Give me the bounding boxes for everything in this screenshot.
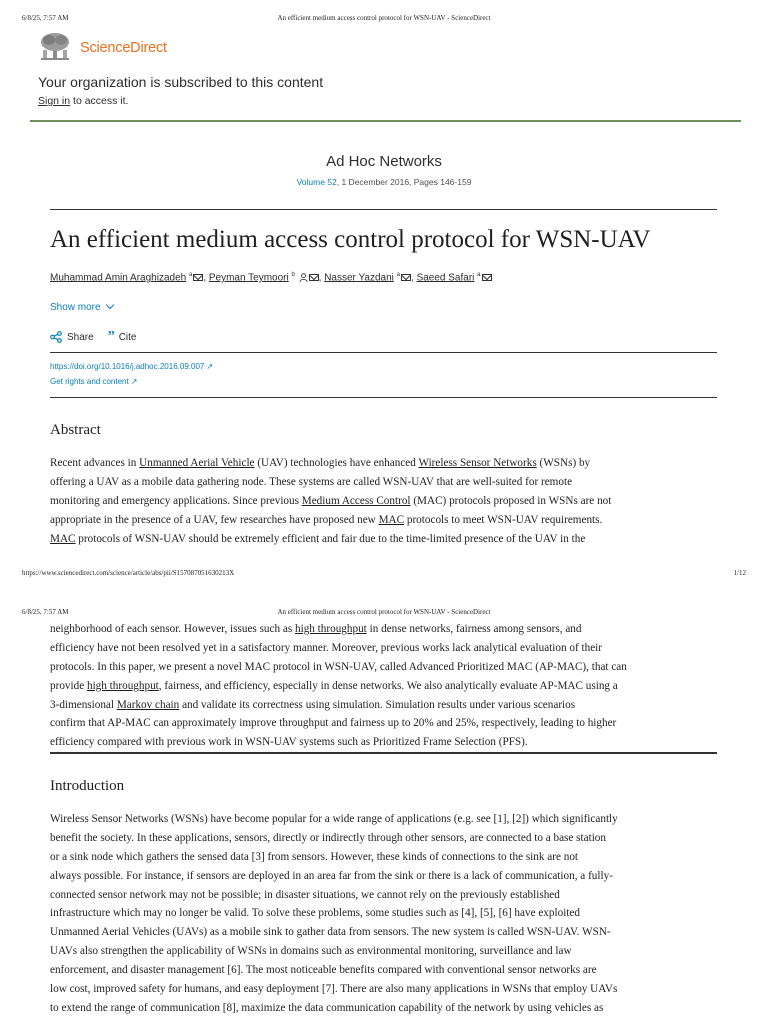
show-more-button[interactable]: [50, 302, 113, 313]
print-date: 6/8/25, 7:57 AM: [22, 14, 69, 22]
affiliation-mark: a: [396, 272, 400, 278]
article-actions: [50, 331, 150, 343]
print-page-number: 1/12: [733, 569, 746, 577]
print-title: An efficient medium access control protocol for WSN-UAV - ScienceDirect: [277, 14, 491, 22]
share-label: Share: [67, 331, 94, 343]
title-divider-top: [50, 209, 717, 210]
show-more-label: Show more: [50, 302, 101, 313]
volume-info: [0, 177, 768, 187]
share-button[interactable]: [50, 331, 94, 343]
term-link[interactable]: Wireless Sensor Networks: [418, 457, 537, 469]
author-name[interactable]: Peyman Teymoori: [208, 272, 289, 284]
journal-name[interactable]: Ad Hoc Networks: [326, 153, 442, 170]
affiliation-mark: a: [188, 272, 193, 278]
share-icon: [50, 331, 62, 343]
author-name[interactable]: Muhammad Amin Araghizadeh: [50, 272, 187, 284]
text-line: enforcement, and disaster management [6]. The most noticeable benefits compared with conventional sensor networks are: [50, 964, 597, 977]
text-line: infrastructure which may no longer be valid. To solve these problems, some studies such as [4], [5], [6] have exploited: [50, 907, 580, 920]
email-icon[interactable]: [482, 274, 492, 281]
volume-details: , 1 December 2016, Pages 146-159: [336, 177, 472, 187]
author-name[interactable]: Saeed Safari: [416, 272, 475, 284]
print-title: An efficient medium access control protocol for WSN-UAV - ScienceDirect: [277, 608, 491, 616]
print-date: 6/8/25, 7:57 AM: [22, 608, 69, 616]
article-title: An efficient medium access control protocol for WSN-UAV: [50, 226, 651, 253]
signin-notice: [38, 95, 128, 107]
rights-link[interactable]: [50, 377, 137, 386]
affiliation-mark: b: [291, 272, 295, 278]
text-line: Wireless Sensor Networks (WSNs) have become popular for a wide range of applications (e.g. see [1], [2]) which significantly: [50, 813, 618, 825]
text-line: UAVs also strengthen the applicability of WSNs in domains such as environmental monitoring, surveillance and law: [50, 945, 572, 958]
print-url: https://www.sciencedirect.com/science/article/abs/pii/S157087051630213X: [22, 569, 235, 577]
term-link[interactable]: MAC: [378, 513, 405, 526]
author-name[interactable]: Nasser Yazdani: [324, 272, 394, 284]
text-line: efficiency compared with previous work in WSN-UAV systems such as Prioritized Frame Selection (PFS).: [50, 736, 528, 749]
text-line: appropriate in the presence of a UAV, few researches have proposed new MAC protocols to meet WSN-UAV requirements.: [50, 513, 603, 526]
text-line: confirm that AP-MAC can approximately improve throughput and fairness up to 20% and 25%, respectively, leading to higher: [50, 717, 617, 730]
doi-link[interactable]: [50, 362, 213, 371]
text-line: connected sensor network may not be possible; in disaster situations, we cannot rely on the previously established: [50, 888, 560, 901]
person-icon[interactable]: [299, 273, 308, 282]
doi-text: https://doi.org/10.1016/j.adhoc.2016.09.007: [50, 362, 205, 371]
header-divider: [30, 120, 741, 122]
sciencedirect-logo[interactable]: [38, 32, 178, 64]
abstract-paragraph: [50, 454, 722, 548]
text-line: Recent advances in Unmanned Aerial Vehicle (UAV) technologies have enhanced Wireless Sensor Networks (WSNs) by: [50, 457, 591, 469]
rights-text: Get rights and content: [50, 377, 129, 386]
doi-divider-bottom: [50, 397, 717, 398]
email-icon[interactable]: [309, 274, 319, 281]
text-line: protocols. In this paper, we present a novel MAC protocol in WSN-UAV, called Advanced Prioritized MAC (AP-MAC), that can: [50, 660, 627, 673]
term-link[interactable]: Unmanned Aerial Vehicle: [139, 457, 255, 469]
text-line: offering a UAV as a mobile data gathering node. These systems are called WSN-UAV that are well-suited for remote: [50, 475, 573, 488]
cite-button[interactable]: [107, 329, 137, 344]
abstract-divider: [50, 752, 717, 754]
introduction-heading: Introduction: [50, 778, 125, 794]
text-line: always possible. For instance, if sensors are deployed in an area far from the sink or there is a lack of communication, a fully-: [50, 869, 613, 882]
term-link[interactable]: high throughput: [295, 623, 367, 635]
term-link[interactable]: Markov chain: [116, 698, 180, 711]
introduction-paragraph: [50, 810, 722, 1018]
external-link-icon: ↗: [130, 377, 138, 386]
text-line: efficiency have not been resolved yet in a satisfactory manner. Moreover, previous works lack analytical evaluation of their: [50, 641, 602, 654]
subscription-notice: Your organization is subscribed to this content: [38, 74, 324, 90]
text-line: provide high throughput, fairness, and efficiency, especially in dense networks. We also analytically evaluate AP-MAC using a: [50, 679, 618, 692]
affiliation-mark: a: [477, 272, 481, 278]
quote-icon: ”: [107, 329, 115, 344]
text-line: neighborhood of each sensor. However, issues such as high throughput in dense networks, fairness among sensors, and: [50, 623, 582, 635]
text-line: MAC protocols of WSN-UAV should be extremely efficient and fair due to the time-limited presence of the UAV in the: [50, 532, 586, 545]
elsevier-tree-icon: [38, 32, 72, 62]
abstract-paragraph-continued: [50, 620, 722, 752]
doi-divider-top: [50, 352, 717, 353]
author-list: Muhammad Amin Araghizadeh $^a$ , Peyman Teymoori $^b$ , Nasser Yazdani $^a$ , Saeed Safari $^a$: [50, 272, 492, 283]
term-link[interactable]: high throughput: [86, 679, 159, 692]
text-line: Unmanned Aerial Vehicles (UAVs) as a mobile sink to gather data from sensors. The new system is called WSN-UAV. WSN-: [50, 926, 611, 939]
external-link-icon: ↗: [206, 362, 214, 371]
email-icon[interactable]: [401, 274, 411, 281]
chevron-down-icon: [105, 301, 113, 309]
term-link[interactable]: MAC: [50, 532, 76, 545]
brand-name: ScienceDirect: [80, 40, 167, 56]
text-line: benefit the society. In these applications, sensors, directly or indirectly through other sensors, are connected to a base station: [50, 831, 606, 844]
cite-label: Cite: [118, 331, 137, 343]
text-line: 3-dimensional Markov chain and validate its correctness using simulation. Simulation results under various scenarios: [50, 698, 576, 711]
term-link[interactable]: Medium Access Control: [301, 494, 411, 507]
text-line: or a sink node which gathers the sensed data [3] from sensors. However, these kinds of connections to the sink are not: [50, 850, 579, 863]
text-line: low cost, improved safety for humans, and easy deployment [7]. There are also many applications in WSNs that employ UAVs: [50, 983, 618, 996]
signin-link[interactable]: Sign in: [38, 95, 71, 107]
volume-link[interactable]: Volume 52: [296, 177, 337, 187]
text-line: to extend the range of communication [8], maximize the data communication capability of the network by using vehicles as: [50, 1001, 604, 1014]
signin-rest: to access it.: [70, 95, 129, 107]
text-line: monitoring and emergency applications. Since previous Medium Access Control (MAC) protocols proposed in WSNs are not: [50, 494, 612, 507]
email-icon[interactable]: [193, 274, 203, 281]
abstract-heading: Abstract: [50, 422, 101, 438]
